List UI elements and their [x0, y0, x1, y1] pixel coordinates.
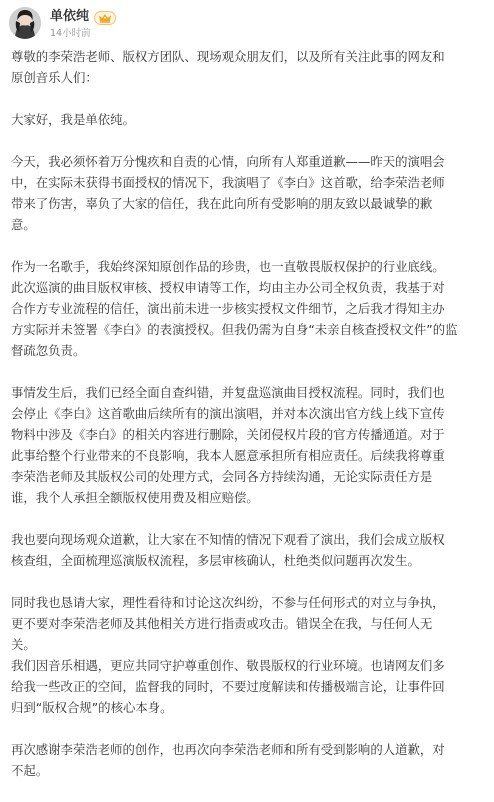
- post-time: 14小时前: [50, 28, 91, 39]
- post-meta: [50, 8, 116, 41]
- post-paragraph-explanation: 作为一名歌手，我始终深知原创作品的珍贵，也一直敬畏版权保护的行业底线。 此次巡演的曲目版权审核、授权申请等工作，均由主办公司全权负责，我基于对 合作方专业流程的信任，演出前未进一步核实授权文件细节，之后我才得知主办 方实际并未签署《李白》的表演授权。但我仍需为自身“未亲自核查授权文件”的监 督疏忽负责。: [11, 259, 458, 358]
- post-paragraph-intro: 大家好，我是单依纯。: [11, 112, 135, 127]
- post-body: [11, 46, 485, 802]
- author-name[interactable]: 单依纯: [50, 9, 90, 24]
- post-paragraph-closing: 再次感谢李荣浩老师的创作，也再次向李荣浩老师和所有受到影响的人道歉，对 不起。: [11, 742, 445, 778]
- post-header: [9, 6, 489, 42]
- post-paragraph-audience: 我也要向现场观众道歉，让大家在不知情的情况下观看了演出，我们会成立版权 核查组，全面梳理巡演版权流程，多层审核确认，杜绝类似问题再次发生。: [11, 532, 445, 568]
- post-paragraph-request: 同时我也恳请大家，理性看待和讨论这次纠纷，不参与任何形式的对立与争执， 更不要对李荣浩老师及其他相关方进行指责或攻击。错误全在我，与任何人无 关。: [11, 595, 445, 652]
- post-paragraph-music: 我们因音乐相遇，更应共同守护尊重创作、敬畏版权的行业环境。也请网友们多 给我一些改正的空间，监督我的同时，不要过度解读和传播极端言论，让事件回 归到“版权合规”的核心本身。: [11, 658, 445, 715]
- post-paragraph-apology: 今天，我必须怀着万分愧疚和自责的心情，向所有人郑重道歉——昨天的演唱会 中，在实际未获得书面授权的情况下，我演唱了《李白》这首歌，给李荣浩老师 带来了伤害，辜负了大家的信任，我在此向所有受影响的朋友致以最诚挚的歉 意。: [11, 154, 445, 232]
- author-row: [50, 8, 116, 26]
- post-paragraph-actions: 事情发生后，我们已经全面自查纠错，并复盘巡演曲目授权流程。同时，我们也 会停止《李白》这首歌曲后续所有的演出演唱，并对本次演出官方线上线下宣传 物料中涉及《李白》的相关内容进行删除，关闭侵权片段的官方传播通道。对于 此事给整个行业带来的不良影响，我本人愿意承担所有相应责任。后续我将尊重 李荣浩老师及其版权公司的处理方式，会同各方持续沟通，无论实际责任方是 谁，我个人承担全额版权使用费及相应赔偿。: [11, 385, 445, 505]
- crown-badge-icon[interactable]: [94, 10, 116, 24]
- user-avatar[interactable]: [9, 7, 41, 39]
- post-paragraph-greeting: 尊敬的李荣浩老师、版权方团队、现场观众朋友们，以及所有关注此事的网友和 原创音乐人们：: [11, 49, 445, 85]
